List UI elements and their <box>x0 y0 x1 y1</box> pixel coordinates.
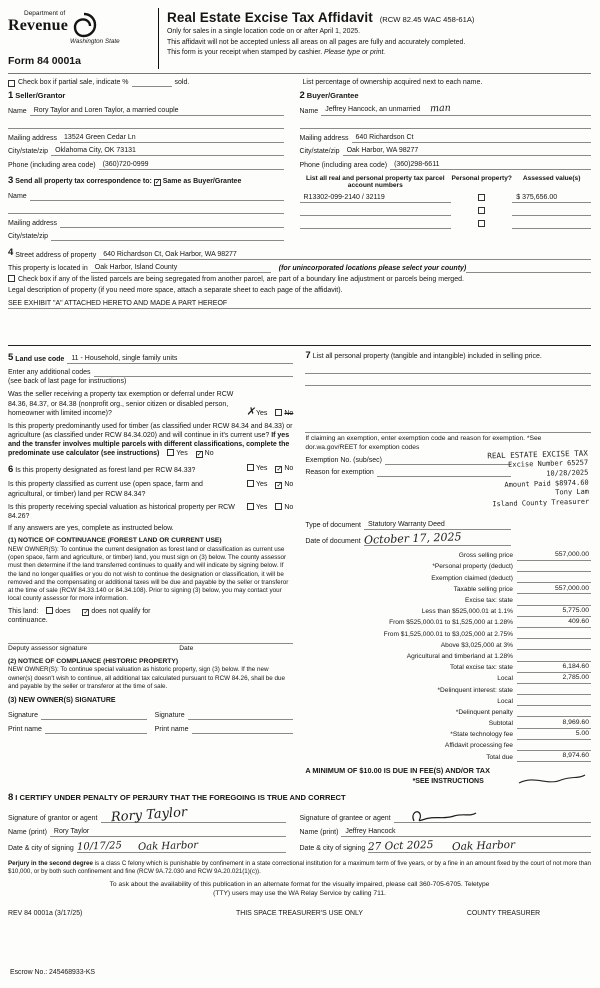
owner-print-name-label: Print name <box>8 725 42 733</box>
partial-sale-checkbox[interactable] <box>8 80 15 87</box>
department-of-label: Department of <box>24 10 66 17</box>
tax-line-value[interactable] <box>517 750 591 751</box>
grantor-city-ink: Oak Harbor <box>137 839 198 853</box>
does-label: does <box>55 607 71 615</box>
grantor-date-city-label: Date & city of signing <box>8 844 74 852</box>
personal-property-checkbox[interactable] <box>478 194 485 201</box>
no-label: No <box>284 481 294 489</box>
owner-signature-label: Signature <box>154 712 185 720</box>
buyer-name-field-2[interactable] <box>300 128 592 129</box>
parcel-row <box>300 190 592 203</box>
tax-line-value[interactable]: 5,775.00 <box>517 607 591 617</box>
tax-line <box>305 695 591 706</box>
tax-line-value[interactable] <box>517 716 591 717</box>
tax-line-label: *Delinquent penalty <box>455 708 513 716</box>
treasurer-use-only-label: THIS SPACE TREASURER'S USE ONLY <box>236 910 363 918</box>
section-2-heading: 2 Buyer/Grantee <box>299 90 359 101</box>
grantee-signature-ink <box>408 808 478 824</box>
section-4-property: 4 Street address of property 640 Richardson Ct, Oak Harbor, WA 98277 This property is located in Oak Harbor, Island County (for unincorporated locations please select your county) Check box if any of the listed parcels are being segregated from another parcel, are part of a boundary line adjustment or parcels being merged. Legal description of property (if you need more space, attach a separate sheet to each page of the affidavit). SEE EXHIBIT "A" ATTACHED HERETO AND MADE A PART HEREOF <box>8 246 591 343</box>
tax-line <box>305 561 591 572</box>
parcel-numbers-header: List all real and personal property tax parcel account numbers <box>306 174 445 190</box>
washington-state-label: Washington State <box>70 38 120 46</box>
exemption-reason-label: Reason for exemption <box>305 468 374 476</box>
escrow-number: Escrow No.: 245468933-KS <box>10 969 96 977</box>
parcel-number-field[interactable]: R13302-099-2140 / 32119 <box>300 193 452 203</box>
no-label: No <box>204 450 214 458</box>
grantee-signature-field[interactable] <box>394 808 591 823</box>
footer-row <box>8 910 591 919</box>
dor-swirl-logo-icon <box>71 12 97 41</box>
legal-description-field[interactable]: SEE EXHIBIT "A" ATTACHED HERETO AND MADE A PART HEREOF <box>8 299 591 309</box>
title-block <box>158 8 591 69</box>
revenue-wordmark: Revenue <box>8 17 69 35</box>
deputy-date-label: Date <box>179 644 194 652</box>
ownership-percent-note: List percentage of ownership acquired next to each name. <box>302 78 483 86</box>
grantee-print-name-field[interactable]: Jeffrey Hancock <box>341 827 591 837</box>
buyer-name-label: Name <box>299 107 319 115</box>
exemption-deferral-answers <box>245 404 294 419</box>
corr-name-label: Name <box>8 192 27 200</box>
buyer-csz-field[interactable]: Oak Harbor, WA 98277 <box>343 146 591 156</box>
tax-line <box>305 617 591 628</box>
located-in-label: This property is located in <box>8 265 88 273</box>
tax-line-label: Less than $525,000.01 at 1.1% <box>421 608 513 616</box>
section-7-tax: 7 List all personal property (tangible and intangible) included in selling price. If claiming an exemption, enter exemption code and reason for exemption. *See dor.wa.gov/REET for exemption codes Exemption No. (sub/sec) Reason for exemption REAL ESTATE EXCISE TAX Excise Number 65257 10/28/2025 Amount Paid $8974.60 Tony Lam Island County Treasurer Type of document Statutory Warranty Deed Date of document October 17, 2025 Gross selling price 557,000.00 *Personal property (deduct) Exemption claimed (deduct) Taxable selling price 557,000.00 Excise tax: state Less than $525,000.01 at 1.1% 5,775.00 From $525,000.01 to $1,525,000 at 1.28% 409.60 From $1,525,000.01 to $3,025,000 at 2.75% Above $3,025,000 at 3% Agricultural and timberland at 1.28% Total excise tax: state 6,184.60 Local 2,785.00 *Delinquent interest: state Local *Delinquent penalty Subtotal 8,969.60 *State technology fee 5.00 Affidavit processing fee Total due 8,974.60 A MINIMUM OF $10.00 IS DUE IN FEE(S) AND/OR TAX *SEE INSTRUCTIONS <box>305 349 590 785</box>
type-of-document-label: Type of document <box>305 521 361 529</box>
owner-signature-field-1[interactable] <box>41 719 147 720</box>
current-use-answers <box>241 480 293 489</box>
owner-signature-field-2[interactable] <box>188 719 294 720</box>
yes-label: Yes <box>256 481 268 489</box>
section-2-buyer <box>300 90 592 170</box>
grantee-signature-block <box>300 806 592 853</box>
no-label: No <box>284 503 294 511</box>
tax-line-value[interactable]: 557,000.00 <box>517 551 591 561</box>
deputy-assessor-signature-label: Deputy assessor signature <box>8 644 88 652</box>
seller-name-label: Name <box>8 107 27 115</box>
no-checkbox[interactable] <box>275 503 282 510</box>
tax-line-label: Gross selling price <box>458 552 513 560</box>
tax-line-value[interactable]: 8,974.60 <box>517 752 591 762</box>
treasurer-stamp <box>488 448 590 510</box>
forest-land-question: Is this property designated as forest land per RCW 84.33? <box>15 467 196 475</box>
personal-property-checkbox[interactable] <box>478 207 485 214</box>
tax-line <box>305 729 591 740</box>
section-3-correspondence <box>8 175 300 241</box>
yes-label: Yes <box>176 450 188 458</box>
date-of-document-field[interactable] <box>363 529 511 547</box>
no-checkbox[interactable] <box>275 409 282 416</box>
corr-mailing-label: Mailing address <box>8 219 58 227</box>
yes-checkbox[interactable] <box>247 464 254 471</box>
exemption-deferral-question: Was the seller receiving a property tax exemption or deferral under RCW 84.36, 84.37, or 84.38 (nonprofit org., senior citizen or disabled person, homeowner with limited income)? <box>8 391 234 417</box>
yes-checkbox[interactable] <box>167 449 174 456</box>
tax-line-label: Total excise tax: state <box>449 664 513 672</box>
type-of-document-field[interactable]: Statutory Warranty Deed <box>364 520 511 530</box>
stamp-excise-number: Excise Number 65257 <box>508 458 589 470</box>
yes-label: Yes <box>256 503 268 511</box>
tax-line <box>305 606 591 617</box>
land-use-code-field[interactable]: 11 - Household, single family units <box>67 354 293 364</box>
same-as-buyer-checkbox[interactable]: ✓ <box>154 178 161 186</box>
tax-line-value[interactable] <box>517 638 591 639</box>
section-8-heading: 8 I CERTIFY UNDER PENALTY OF PERJURY THAT THE FOREGOING IS TRUE AND CORRECT <box>8 791 346 803</box>
personal-property-intro: List all personal property (tangible and intangible) included in selling price. <box>312 352 542 360</box>
additional-codes-note: (see back of last page for instructions) <box>8 378 127 386</box>
personal-property-blank-space[interactable] <box>305 386 591 428</box>
tax-line-label: Taxable selling price <box>453 585 513 593</box>
alternate-format-note: To ask about the availability of this publication in an alternate format for the visually impaired, please call 360-705-6705. Teletype (TTY) users may use the WA Relay Service by calling 711. <box>109 880 490 897</box>
exemption-code-note: If claiming an exemption, enter exemption code and reason for exemption. *See dor.wa.gov/REET for exemption codes <box>305 432 591 452</box>
partial-sale-row <box>8 73 591 87</box>
personal-property-field-1[interactable] <box>305 373 591 374</box>
tax-line <box>305 662 591 673</box>
corr-name-field[interactable] <box>30 200 284 201</box>
seller-name-field[interactable]: Rory Taylor and Loren Taylor, a married couple <box>30 106 284 116</box>
buyer-csz-label: City/state/zip <box>299 148 340 156</box>
tax-line-label: From $525,000.01 to $1,525,000 at 1.28% <box>389 619 513 627</box>
tax-line-value[interactable] <box>517 649 591 650</box>
grantee-print-name-label: Name (print) <box>299 828 339 836</box>
assessed-value-field[interactable] <box>512 228 591 229</box>
seller-phone-label: Phone (including area code) <box>8 161 96 169</box>
stamp-treasurer-title: Island County Treasurer <box>492 497 590 509</box>
tax-line <box>305 673 591 684</box>
buyer-phone-field[interactable]: (360)298-6611 <box>390 160 591 170</box>
parcel-table <box>300 175 592 241</box>
tax-line <box>305 583 591 594</box>
no-checkbox[interactable]: ✓ <box>276 482 283 490</box>
section-1-heading: 1 Seller/Grantor <box>8 90 66 101</box>
notice-continuance-title: (1) NOTICE OF CONTINUANCE (FOREST LAND OR CURRENT USE) <box>8 536 222 544</box>
personal-property-checkbox[interactable] <box>478 220 485 227</box>
no-checkbox[interactable]: ✓ <box>196 451 203 459</box>
revision-number: REV 84 0001a (3/17/25) <box>8 910 83 918</box>
current-use-question: Is this property classified as current use (open space, farm and agricultural, or timber) land per RCW 84.34? <box>8 481 203 498</box>
grantor-signature-label: Signature of grantor or agent <box>8 815 98 823</box>
yes-checkbox[interactable] <box>247 480 254 487</box>
corr-mailing-field[interactable] <box>60 227 283 228</box>
section-8-certification <box>8 792 591 853</box>
buyer-mailing-field[interactable]: 640 Richardson Ct <box>352 133 591 143</box>
does-not-label: does not qualify for <box>91 607 151 615</box>
assessed-value-field[interactable] <box>512 215 591 216</box>
header-note-2: This affidavit will not be accepted unless all areas on all pages are fully and accurately completed. <box>167 38 466 46</box>
form-header <box>8 8 591 69</box>
seller-csz-field[interactable]: Oklahoma City, OK 73131 <box>51 146 283 156</box>
tax-line <box>305 572 591 583</box>
tax-line-value[interactable] <box>517 705 591 706</box>
tax-line-label: Above $3,025,000 at 3% <box>440 641 513 649</box>
continuance-qualify-row <box>8 607 293 616</box>
parcel-row <box>300 216 592 229</box>
parcel-number-field[interactable] <box>300 215 452 216</box>
tax-line-value[interactable]: 557,000.00 <box>517 585 591 595</box>
yes-label: Yes <box>256 465 268 473</box>
dept-wordmark <box>8 10 68 37</box>
street-address-label: Street address of property <box>15 251 97 259</box>
timber-agriculture-answers <box>161 450 213 457</box>
stamp-title: REAL ESTATE EXCISE TAX <box>487 448 589 461</box>
no-label: No <box>284 409 294 417</box>
grantor-date-ink: 10/17/25 <box>76 839 122 853</box>
timber-agriculture-question: Is this property predominantly used for timber (as classified under RCW 84.34 and 84.33) or agriculture (as classified under RCW 84.34.020) and will continue in it's current use? <box>8 422 293 439</box>
seller-csz-label: City/state/zip <box>8 148 49 156</box>
personal-property-header: Personal property? <box>451 174 512 182</box>
grantee-city-ink: Oak Harbor <box>451 838 515 853</box>
seller-name-field-2[interactable] <box>8 128 284 129</box>
yes-checkbox[interactable] <box>247 503 254 510</box>
date-of-document-handwritten: October 17, 2025 <box>363 529 462 547</box>
section-6-designation: 6 Is this property designated as forest land per RCW 84.33? Yes ✓ No Is this property classified as current use (open space, farm and agricultural, or timber) land per RCW 84.34? Yes ✓ No Is this property receiving special valuation as historical property per RCW 84.26? Yes No If any answers are yes, complete as instructed below. (1) NOTICE OF CONTINUANCE (FOREST LAND OR CURRENT USE) NEW OWNER(S): To continue the current designation as forest land or classification as current use (open space, farm and agriculture, or timber) land, you must sign on (3) below. The county assessor must then determine if the land transferred continues to qualify and will indicate by signing below. If the land no longer qualifies or you do not wish to continue the designation or classification, it will be removed and the compensating or additional taxes will be due and payable by the seller or transferor at the time of sale (RCW 84.33.140 or 84.34.108). Prior to signing (3) below, you may contact your local county assessor for more information. This land: does ✓ does not qualify for continuance. Deputy assessor signature Date (2) NOTICE OF COMPLIANCE (HISTORIC PROPERTY) NEW OWNER(S): To continue special valuation as historic property, sign (3) below. If the new owner(s) doesn't wish to continue, all additional tax calculated pursuant to RCW 84.26, shall be due and payable by the seller or transferor at the time of sale. (3) NEW OWNER(S) SIGNATURE Signature Signature Print name Print name <box>8 464 294 733</box>
tax-line-value[interactable] <box>517 605 591 606</box>
new-owners-signature-title: (3) NEW OWNER(S) SIGNATURE <box>8 697 116 705</box>
date-of-document-label: Date of document <box>305 537 361 545</box>
additional-codes-label: Enter any additional codes <box>8 369 91 377</box>
buyer-name-handwritten: man <box>430 102 452 114</box>
buyer-name-field[interactable]: Jeffrey Hancock, an unmarried man <box>321 103 591 116</box>
street-address-field[interactable]: 640 Richardson Ct, Oak Harbor, WA 98277 <box>99 250 591 260</box>
grantee-date-city-label: Date & city of signing <box>299 844 366 852</box>
no-label: No <box>284 465 294 473</box>
tax-line-value[interactable]: 409.60 <box>517 618 591 628</box>
tax-line-value[interactable] <box>517 582 591 583</box>
tax-line <box>305 751 591 762</box>
continuance-label: continuance. <box>8 616 48 624</box>
tax-line <box>305 628 591 639</box>
grantor-signature-block <box>8 806 300 853</box>
parcel-number-field[interactable] <box>300 228 452 229</box>
owner-print-name-label: Print name <box>154 725 189 733</box>
personal-property-field-2[interactable] <box>305 385 591 386</box>
owner-print-name-field-1[interactable] <box>45 733 147 734</box>
tax-line <box>305 740 591 751</box>
unincorporated-note: (for unincorporated locations please select your county) <box>278 265 467 273</box>
buyer-mailing-label: Mailing address <box>299 134 349 142</box>
tax-line-label: Agricultural and timberland at 1.28% <box>406 652 513 660</box>
predominate-use-bold-note: If yes and the transfer involves multiple parcels with different classifications, complete the predominate use calculator (see instructions) <box>8 431 290 458</box>
tax-line-label: Local <box>497 697 513 705</box>
tax-line-value[interactable]: 5.00 <box>517 730 591 740</box>
excise-tax-table <box>305 550 591 763</box>
tax-line <box>305 594 591 605</box>
section-5-land-use: 5 Land use code 11 - Household, single family units Enter any additional codes (see back of last page for instructions) Was the seller receiving a property tax exemption or deferral under RCW 84.36, 84.37, or 84.38 (nonprofit org., senior citizen or disabled person, homeowner with limited income)? ✗Yes No Is this property predominantly used for timber (as classified under RCW 84.34 and 84.33) or agriculture (as classified under RCW 84.34.020) and will continue in it's current use? If yes and the transfer involves multiple parcels with different classifications, complete the predominate use calculator (see instructions) Yes ✓ No <box>8 351 294 459</box>
tax-line-label: Subtotal <box>488 720 513 728</box>
grantor-date-city-field[interactable] <box>77 840 286 853</box>
if-any-yes-note: If any answers are yes, complete as instructed below. <box>8 524 174 532</box>
tax-line <box>305 684 591 695</box>
hand-flourish-mark <box>517 773 587 787</box>
segregated-label: Check box if any of the listed parcels are being segregated from another parcel, are part of a boundary line adjustment or parcels being merged. <box>18 276 464 284</box>
tax-line-value[interactable] <box>517 571 591 572</box>
notice-compliance-title: (2) NOTICE OF COMPLIANCE (HISTORIC PROPERTY) <box>8 657 179 665</box>
no-checkbox[interactable]: ✓ <box>276 466 283 474</box>
historic-property-answers <box>241 503 293 512</box>
form-title: Real Estate Excise Tax Affidavit <box>167 10 373 25</box>
partial-sale-sold-label: sold. <box>174 78 190 86</box>
legal-description-label: Legal description of property (if you need more space, attach a separate sheet to each page of the affidavit). <box>8 287 343 295</box>
located-in-field-2[interactable] <box>466 272 591 273</box>
forest-land-answers <box>241 464 293 473</box>
assessed-value-field[interactable]: $ 375,656.00 <box>512 193 591 203</box>
tax-line-value[interactable] <box>517 694 591 695</box>
tax-line-label: *Delinquent interest: state <box>437 686 513 694</box>
assessed-value-header: Assessed value(s) <box>522 174 581 182</box>
minimum-due-note: A MINIMUM OF $10.00 IS DUE IN FEE(S) AND/OR TAX <box>305 766 490 776</box>
tax-line-label: Excise tax: state <box>464 597 513 604</box>
notice-continuance-body: NEW OWNER(S): To continue the current designation as forest land or classification as current use (open space, farm and agriculture, or timber) land, you must sign on (3) below. The county assessor must then determine if the land transferred continues to qualify and will indicate by signing below. If the land no longer qualifies or you do not wish to continue the designation or classification, it will be removed and the compensating or additional taxes will be due and payable by the seller or transferor at the time of sale (RCW 84.33.140 or 84.34.108). Prior to signing (3) below, you may contact your local county assessor for more information. <box>8 545 289 603</box>
tax-line-value[interactable]: 6,184.60 <box>517 663 591 673</box>
segregated-checkbox[interactable] <box>8 275 15 282</box>
tax-line <box>305 550 591 561</box>
county-treasurer-label: COUNTY TREASURER <box>466 910 541 918</box>
notice-compliance-body: NEW OWNER(S): To continue special valuation as historic property, sign (3) below. If the new owner(s) doesn't wish to continue, all additional tax calculated pursuant to RCW 84.26, shall be due and payable by the seller or transferor at the time of sale. <box>8 666 286 690</box>
form-number: Form 84 0001a <box>8 55 81 68</box>
section-3-heading: 3 Send all property tax correspondence to: ✓ Same as Buyer/Grantee <box>8 174 242 186</box>
seller-phone-field[interactable]: (360)720-0999 <box>99 160 284 170</box>
tax-line-label: Local <box>497 675 513 683</box>
tax-line-label: Affidavit processing fee <box>444 742 513 750</box>
section-1-seller <box>8 90 300 170</box>
grantor-print-name-label: Name (print) <box>8 828 47 836</box>
owner-signature-label: Signature <box>8 712 38 720</box>
tax-line <box>305 717 591 728</box>
header-note-3: This form is your receipt when stamped by cashier. Please type or print. <box>167 48 386 56</box>
tax-line-label: Total due <box>486 753 513 761</box>
tax-line-value[interactable]: 8,969.60 <box>517 719 591 729</box>
tax-line-label: *Personal property (deduct) <box>432 563 513 571</box>
seller-mailing-field[interactable]: 13524 Green Cedar Ln <box>60 133 283 143</box>
tax-line-label: From $1,525,000.01 to $3,025,000 at 2.75% <box>383 630 513 638</box>
tax-line-label: Exemption claimed (deduct) <box>431 574 513 582</box>
corr-name-field-2[interactable] <box>8 213 284 214</box>
tax-line-value[interactable]: 2,785.00 <box>517 674 591 684</box>
corr-csz-field[interactable] <box>51 240 283 241</box>
this-land-label: This land: <box>8 607 39 615</box>
does-not-checkbox[interactable]: ✓ <box>83 608 90 616</box>
grantor-signature-field[interactable] <box>101 805 286 826</box>
dor-logo-block <box>8 8 158 69</box>
stamp-treasurer-name: Tony Lam <box>555 487 590 497</box>
does-checkbox[interactable] <box>46 607 53 614</box>
section-divider <box>8 345 591 346</box>
tax-line <box>305 706 591 717</box>
deputy-assessor-signature-field[interactable] <box>8 633 293 644</box>
grantee-signature-label: Signature of grantee or agent <box>299 815 391 823</box>
see-instructions-note: *SEE INSTRUCTIONS <box>305 777 591 786</box>
seller-mailing-label: Mailing address <box>8 134 58 142</box>
tax-line <box>305 639 591 650</box>
grantee-date-city-field[interactable] <box>368 840 591 853</box>
exemption-number-label: Exemption No. (sub/sec) <box>305 456 382 464</box>
grantor-print-name-field[interactable]: Rory Taylor <box>50 827 286 837</box>
parcel-row <box>300 203 592 216</box>
yes-hand-x-mark[interactable]: ✗ <box>245 404 257 419</box>
legal-description-blank-space[interactable] <box>8 309 591 343</box>
land-use-code-label: Land use code <box>15 355 65 363</box>
grantor-signature-ink: Rory Taylor <box>110 805 188 826</box>
buyer-phone-label: Phone (including area code) <box>299 161 388 169</box>
perjury-statement: Perjury in the second degree is a class C felony which is punishable by confinement in a state correctional institution for a maximum term of five years, or by a fine in an amount fixed by the court of not more than $10,000, or by both such confinement and fine (RCW 9A.72.030 and RCW 9A.20.021(1)(c)). <box>8 859 592 875</box>
same-as-buyer-label: Same as Buyer/Grantee <box>162 177 242 185</box>
partial-percent-field[interactable] <box>132 79 172 87</box>
grantee-date-ink: 27 Oct 2025 <box>368 838 434 853</box>
corr-csz-label: City/state/zip <box>8 233 49 241</box>
tax-line-value[interactable] <box>517 661 591 662</box>
located-in-field[interactable]: Oak Harbor, Island County <box>91 263 271 273</box>
historic-property-question: Is this property receiving special valuation as historical property per RCW 84.26? <box>8 503 235 520</box>
owner-print-name-field-2[interactable] <box>192 733 294 734</box>
partial-sale-label: Check box if partial sale, indicate % <box>18 78 129 86</box>
rcw-reference: (RCW 82.45 WAC 458-61A) <box>379 15 475 24</box>
stamp-date: 10/28/2025 <box>546 468 589 478</box>
stamp-amount-paid: Amount Paid $8974.60 <box>504 478 590 489</box>
tax-line-label: *State technology fee <box>450 731 513 739</box>
yes-label: Yes <box>256 409 268 417</box>
header-note-1: Only for sales in a single location code on or after April 1, 2025. <box>167 28 361 36</box>
tax-line <box>305 650 591 661</box>
